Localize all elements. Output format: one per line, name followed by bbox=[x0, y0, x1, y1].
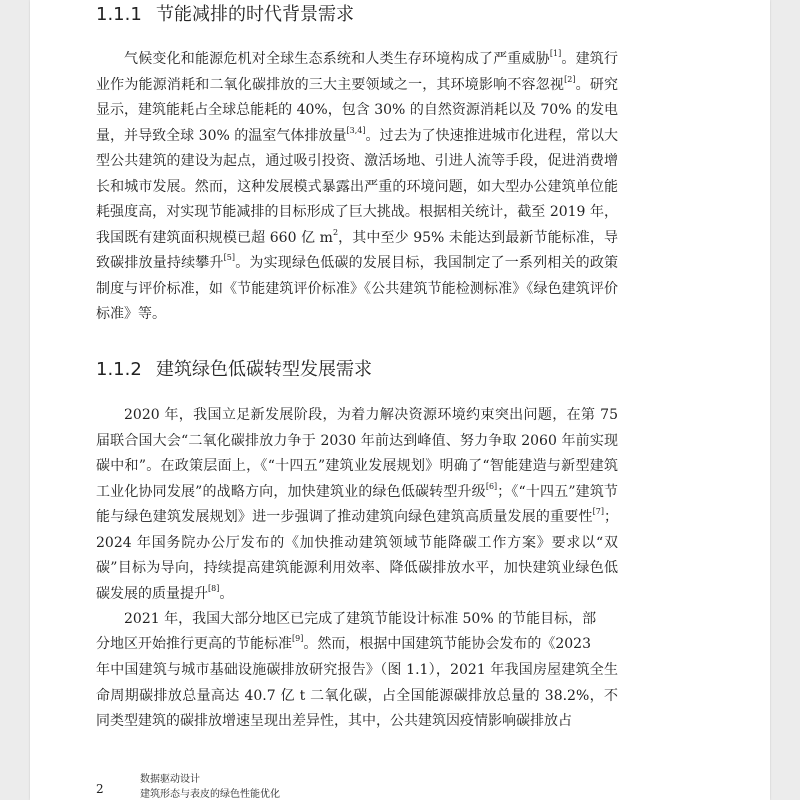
text-run: 分地区开始推行更高的节能标准 bbox=[96, 636, 292, 652]
section-number: 1.1.1 bbox=[96, 4, 142, 25]
unit-superscript: 2 bbox=[332, 227, 339, 237]
paragraph-energy-background bbox=[96, 47, 618, 328]
citation: [7] bbox=[592, 507, 604, 516]
text-run: 气候变化和能源危机对全球生态系统和人类生存环境构成了严重威胁 bbox=[124, 51, 550, 67]
paragraph-2021-rest bbox=[96, 658, 618, 735]
text-run: 。过去为了快速推进城市化进程，常以大型公共建筑的建设为起点，通过吸引投资、激活场地、引进人流等手段，促进消费增长和城市发展。然而，这种发展模式暴露出严重的环境问题，如大型办公建筑单位能耗强度高，对实现节能减排的目标形成了巨大挑战。根据相关统计，截至 2019 年，我国既有建筑面积规模已超 660 亿 m bbox=[96, 127, 618, 246]
citation: [3,4] bbox=[346, 125, 366, 135]
text-run: 。研究显示，建筑能耗占全球总能耗的 40%，包含 30% 的自然资源消耗以及 70% 的发电量，并导致全球 30% 的温室气体排放量 bbox=[96, 76, 619, 144]
section-title: 建筑绿色低碳转型发展需求 bbox=[156, 359, 372, 380]
citation: [9] bbox=[292, 634, 304, 643]
book-title-line-2: 建筑形态与表皮的绿色性能优化 bbox=[140, 789, 280, 800]
section-number: 1.1.2 bbox=[96, 359, 142, 380]
page-number: 2 bbox=[96, 782, 104, 796]
paragraph-green-transition bbox=[96, 403, 618, 607]
paragraph-2021-line-2 bbox=[96, 632, 618, 658]
paragraph-2021-line-1 bbox=[96, 607, 618, 633]
citation: [6] bbox=[485, 481, 498, 491]
running-footer-title bbox=[140, 772, 280, 800]
citation: [5] bbox=[223, 253, 236, 262]
text-run: ，其中至少 95% 未能达到最新节能标准，导致碳排放量持续攀升 bbox=[96, 229, 618, 271]
text-run: 。建筑行业作为能源消耗和二氧化碳排放的三大主要领域之一，其环境影响不容忽视 bbox=[96, 51, 619, 93]
text-run: ；2024 年国务院办公厅发布的《加快推动建筑领域节能降碳工作方案》要求以“双碳”目标为导向，持续提高建筑能源利用效率、降低碳排放水平，加快建筑业绿色低碳发展的质量提升 bbox=[96, 509, 618, 602]
citation: [8] bbox=[208, 583, 220, 593]
text-run: ；《“十四五”建筑节能与绿色建筑发展规划》进一步强调了推动建筑向绿色建筑高质量发展的重要性 bbox=[96, 483, 618, 525]
citation: [1] bbox=[549, 49, 562, 58]
section-title: 节能减排的时代背景需求 bbox=[156, 4, 354, 25]
text-run: 年中国建筑与城市基础设施碳排放研究报告》（图 1.1），2021 年我国房屋建筑全生命周期碳排放总量高达 40.7 亿 t 二氧化碳，占全国能源碳排放总量的 38.2%，不同类型建筑的碳排放增速呈现出差异性，其中，公共建筑因疫情影响碳排放占 bbox=[96, 662, 618, 729]
section-heading-1-1-2 bbox=[96, 355, 372, 381]
section-heading-1-1-1 bbox=[96, 0, 354, 26]
text-run: 。 bbox=[219, 585, 234, 602]
citation: [2] bbox=[564, 74, 576, 84]
text-run: 2020 年，我国立足新发展阶段，为着力解决资源环境约束突出问题，在第 75 届联合国大会“二氧化碳排放力争于 2030 年前达到峰值、努力争取 2060 年前实现碳中和”。在政策层面上，《“十四五”建筑业发展规划》明确了“智能建造与新型建筑工业化协同发展”的战略方向，加快建筑业的绿色低碳转型升级 bbox=[96, 407, 618, 500]
book-title-line-1: 数据驱动设计 bbox=[140, 774, 200, 785]
text-run: 。然而，根据中国建筑节能协会发布的《2023 bbox=[303, 636, 591, 652]
document-page bbox=[30, 0, 770, 800]
text-run: 2021 年，我国大部分地区已完成了建筑节能设计标准 50% 的节能目标，部 bbox=[124, 611, 597, 627]
text-run: 。为实现绿色低碳的发展目标，我国制定了一系列相关的政策制度与评价标准，如《节能建筑评价标准》《公共建筑节能检测标准》《绿色建筑评价标准》等。 bbox=[96, 255, 619, 322]
